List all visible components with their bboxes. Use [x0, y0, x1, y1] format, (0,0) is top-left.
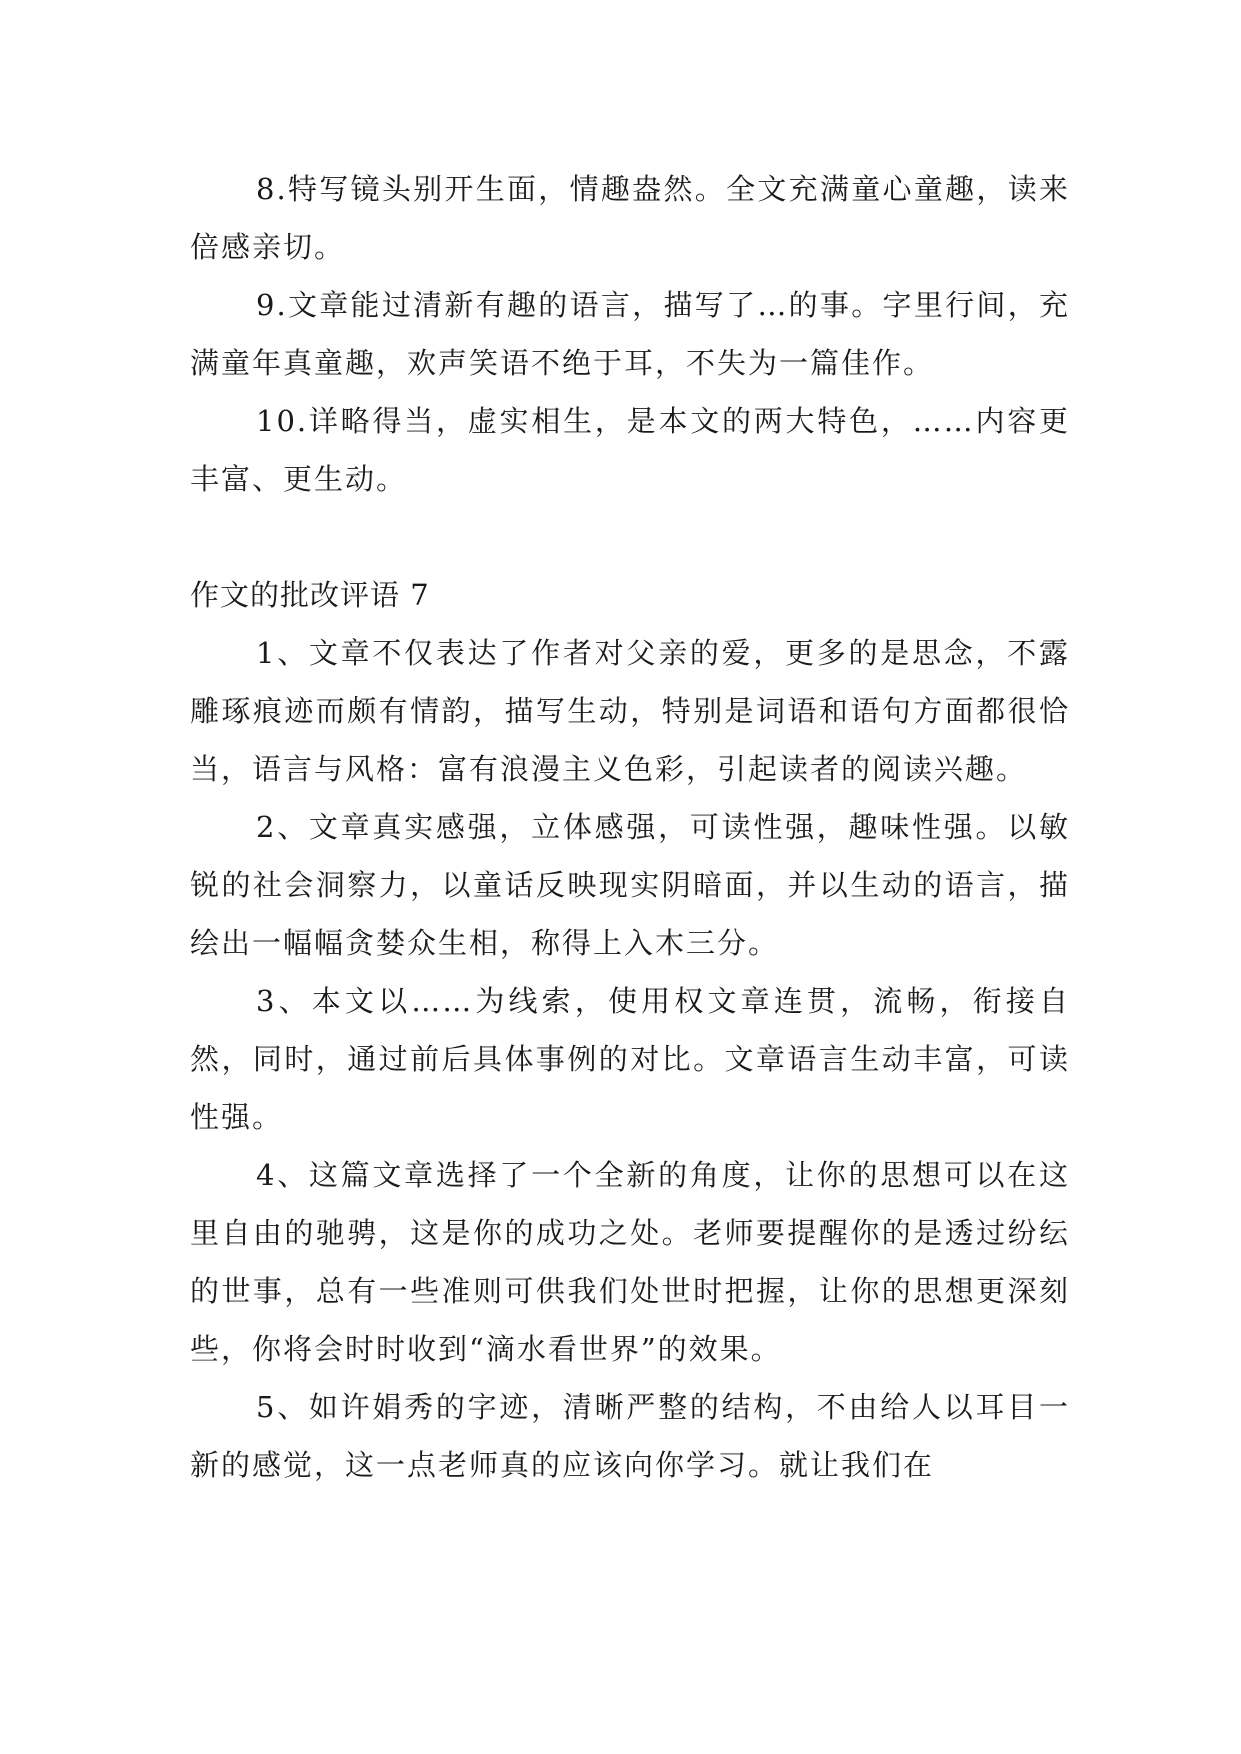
- comment-paragraph-1: 1、文章不仅表达了作者对父亲的爱，更多的是思念，不露雕琢痕迹而颇有情韵，描写生动，特别是词语和语句方面都很恰当，语言与风格：富有浪漫主义色彩，引起读者的阅读兴趣。: [190, 636, 1070, 786]
- comment-paragraph-5: 5、如许娟秀的字迹，清晰严整的结构，不由给人以耳目一新的感觉，这一点老师真的应该向你学习。就让我们在: [190, 1390, 1070, 1482]
- comment-paragraph-10: 10.详略得当，虚实相生，是本文的两大特色，……内容更丰富、更生动。: [190, 404, 1070, 496]
- comment-paragraph-8: 8.特写镜头别开生面，情趣盎然。全文充满童心童趣，读来倍感亲切。: [190, 172, 1070, 264]
- section-spacer: [190, 508, 1070, 566]
- comment-paragraph-2: 2、文章真实感强，立体感强，可读性强，趣味性强。以敏锐的社会洞察力，以童话反映现实阴暗面，并以生动的语言，描绘出一幅幅贪婪众生相，称得上入木三分。: [190, 810, 1070, 960]
- comment-paragraph-9: 9.文章能过清新有趣的语言，描写了…的事。字里行间，充满童年真童趣，欢声笑语不绝于耳，不失为一篇佳作。: [190, 288, 1070, 380]
- section-heading: 作文的批改评语 7: [190, 578, 430, 612]
- comment-paragraph-3: 3、本文以……为线索，使用权文章连贯，流畅，衔接自然，同时，通过前后具体事例的对比。文章语言生动丰富，可读性强。: [190, 984, 1070, 1134]
- document-body: [190, 160, 1070, 1494]
- comment-paragraph-4: 4、这篇文章选择了一个全新的角度，让你的思想可以在这里自由的驰骋，这是你的成功之处。老师要提醒你的是透过纷纭的世事，总有一些准则可供我们处世时把握，让你的思想更深刻些，你将会时时收到“滴水看世界”的效果。: [190, 1158, 1070, 1366]
